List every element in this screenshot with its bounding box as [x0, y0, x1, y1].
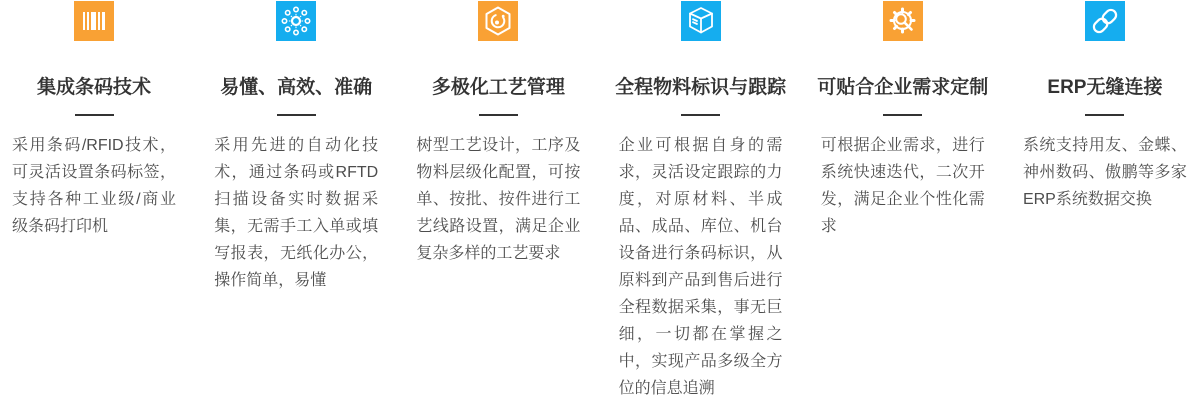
- barcode-icon: [74, 1, 114, 41]
- feature-description: 采用先进的自动化技术，通过条码或RFTD扫描设备实时数据采集，无需手工入单或填写报表，无纸化办公，操作简单，易懂: [214, 137, 379, 289]
- feature-title: 易懂、高效、准确: [220, 77, 373, 98]
- feature-title: 多极化工艺管理: [431, 77, 565, 98]
- title-divider: [479, 114, 518, 116]
- feature-description: 企业可根据自身的需求，灵活设定跟踪的力度，对原材料、半成品、成品、库位、机台设备进行条码标识，从原料到产品到售后进行全程数据采集，事无巨细，一切都在掌握之中，实现产品多级全方位的信息追溯: [618, 137, 783, 397]
- feature-card-automation: [214, 0, 378, 402]
- feature-card-customization: [817, 0, 989, 402]
- feature-card-barcode: [12, 0, 176, 402]
- title-divider: [75, 114, 114, 116]
- feature-description: 树型工艺设计，工序及物料层级化配置，可按单、按批、按件进行工艺线路设置，满足企业复杂多样的工艺要求: [416, 137, 581, 262]
- feature-description: 采用条码/RFID技术，可灵活设置条码标签，支持各种工业级/商业级条码打印机: [12, 137, 176, 235]
- feature-title: 可贴合企业需求定制: [817, 77, 989, 98]
- feature-description: 可根据企业需求，进行系统快速迭代，二次开发，满足企业个性化需求: [820, 137, 985, 235]
- feature-description: 系统支持用友、金蝶、神州数码、傲鹏等多家ERP系统数据交换: [1022, 137, 1187, 208]
- gear-magnifier-icon: [883, 1, 923, 41]
- feature-title: 集成条码技术: [36, 77, 151, 98]
- title-divider: [681, 114, 720, 116]
- feature-card-tracking: [615, 0, 787, 402]
- hexagon-process-icon: [478, 1, 518, 41]
- feature-card-process: [416, 0, 580, 402]
- title-divider: [1085, 114, 1124, 116]
- title-divider: [883, 114, 922, 116]
- cube-icon: [681, 1, 721, 41]
- chain-link-icon: [1085, 1, 1125, 41]
- feature-card-erp: [1023, 0, 1187, 402]
- network-nodes-icon: [276, 1, 316, 41]
- title-divider: [277, 114, 316, 116]
- feature-title: ERP无缝连接: [1047, 77, 1163, 98]
- feature-title: 全程物料标识与跟踪: [615, 77, 787, 98]
